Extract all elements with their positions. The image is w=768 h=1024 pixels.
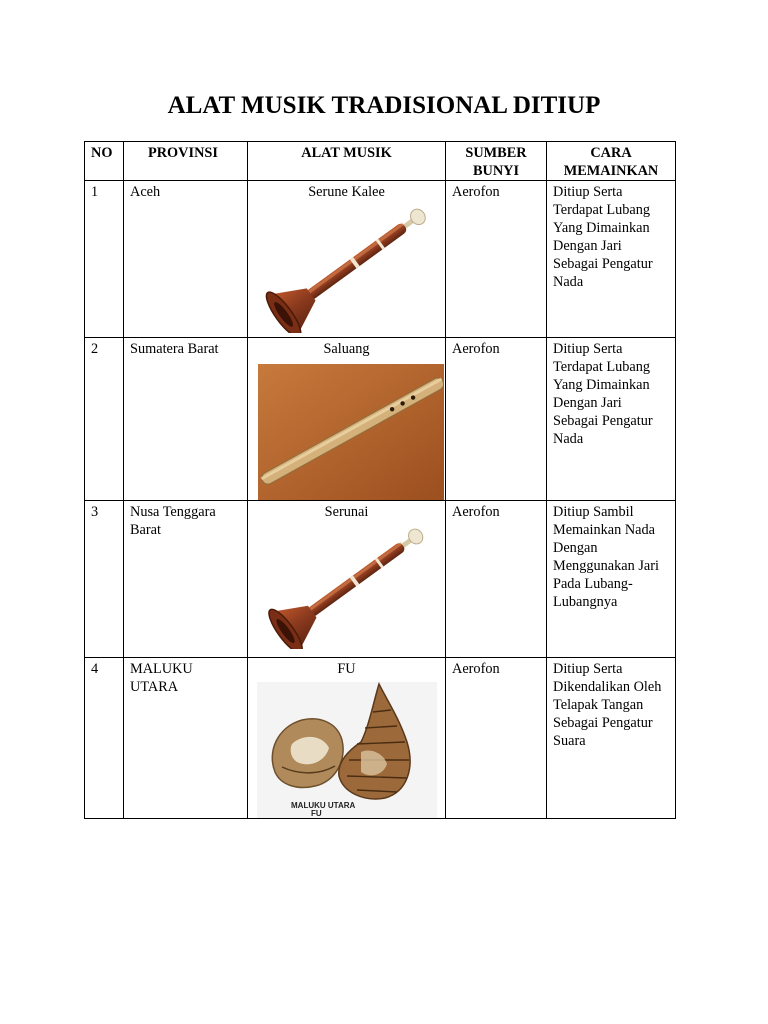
page-title: ALAT MUSIK TRADISIONAL DITIUP	[167, 92, 601, 119]
cell-sumber-bunyi: Aerofon	[446, 338, 547, 501]
table-row	[85, 658, 676, 819]
cell-alat-musik	[248, 501, 446, 658]
cell-no: 1	[85, 181, 124, 338]
cell-cara-memainkan: Ditiup Serta Terdapat Lubang Yang Dimainkan Dengan Jari Sebagai Pengatur Nada	[547, 181, 676, 338]
header-no: NO	[85, 142, 124, 181]
cell-provinsi: Sumatera Barat	[124, 338, 248, 501]
cell-alat-musik	[248, 181, 446, 338]
table-row	[85, 338, 676, 501]
photo-caption-line1: MALUKU UTARA	[290, 801, 355, 810]
cell-sumber-bunyi: Aerofon	[446, 658, 547, 819]
table-row	[85, 181, 676, 338]
photo-caption-line2: FU	[310, 809, 322, 818]
fu-shell-image	[257, 682, 437, 818]
instrument-name: FU	[337, 661, 356, 677]
cell-alat-musik	[248, 658, 446, 819]
cell-provinsi: Aceh	[124, 181, 248, 338]
cell-no: 4	[85, 658, 124, 819]
cell-cara-memainkan: Ditiup Sambil Memainkan Nada Dengan Menggunakan Jari Pada Lubang-Lubangnya	[547, 501, 676, 658]
saluang-image	[258, 364, 444, 500]
cell-sumber-bunyi: Aerofon	[446, 181, 547, 338]
instrument-name: Saluang	[323, 341, 370, 357]
cell-provinsi: Nusa Tenggara Barat	[124, 501, 248, 658]
instrument-name: Serune Kalee	[308, 184, 385, 200]
header-alat-musik: ALAT MUSIK	[248, 142, 446, 181]
instrument-table	[84, 141, 676, 819]
table-header-row	[85, 142, 676, 181]
instrument-name: Serunai	[324, 504, 369, 520]
table-row	[85, 501, 676, 658]
serunai-image	[259, 525, 435, 649]
cell-no: 2	[85, 338, 124, 501]
header-sumber-bunyi: SUMBER BUNYI	[446, 142, 547, 181]
cell-no: 3	[85, 501, 124, 658]
cell-cara-memainkan: Ditiup Serta Dikendalikan Oleh Telapak Tangan Sebagai Pengatur Suara	[547, 658, 676, 819]
cell-cara-memainkan: Ditiup Serta Terdapat Lubang Yang Dimainkan Dengan Jari Sebagai Pengatur Nada	[547, 338, 676, 501]
cell-provinsi: MALUKU UTARA	[124, 658, 248, 819]
cell-alat-musik	[248, 338, 446, 501]
header-cara-memainkan: CARA MEMAINKAN	[547, 142, 676, 181]
cell-sumber-bunyi: Aerofon	[446, 501, 547, 658]
serune-kalee-image	[259, 205, 435, 333]
header-provinsi: PROVINSI	[124, 142, 248, 181]
